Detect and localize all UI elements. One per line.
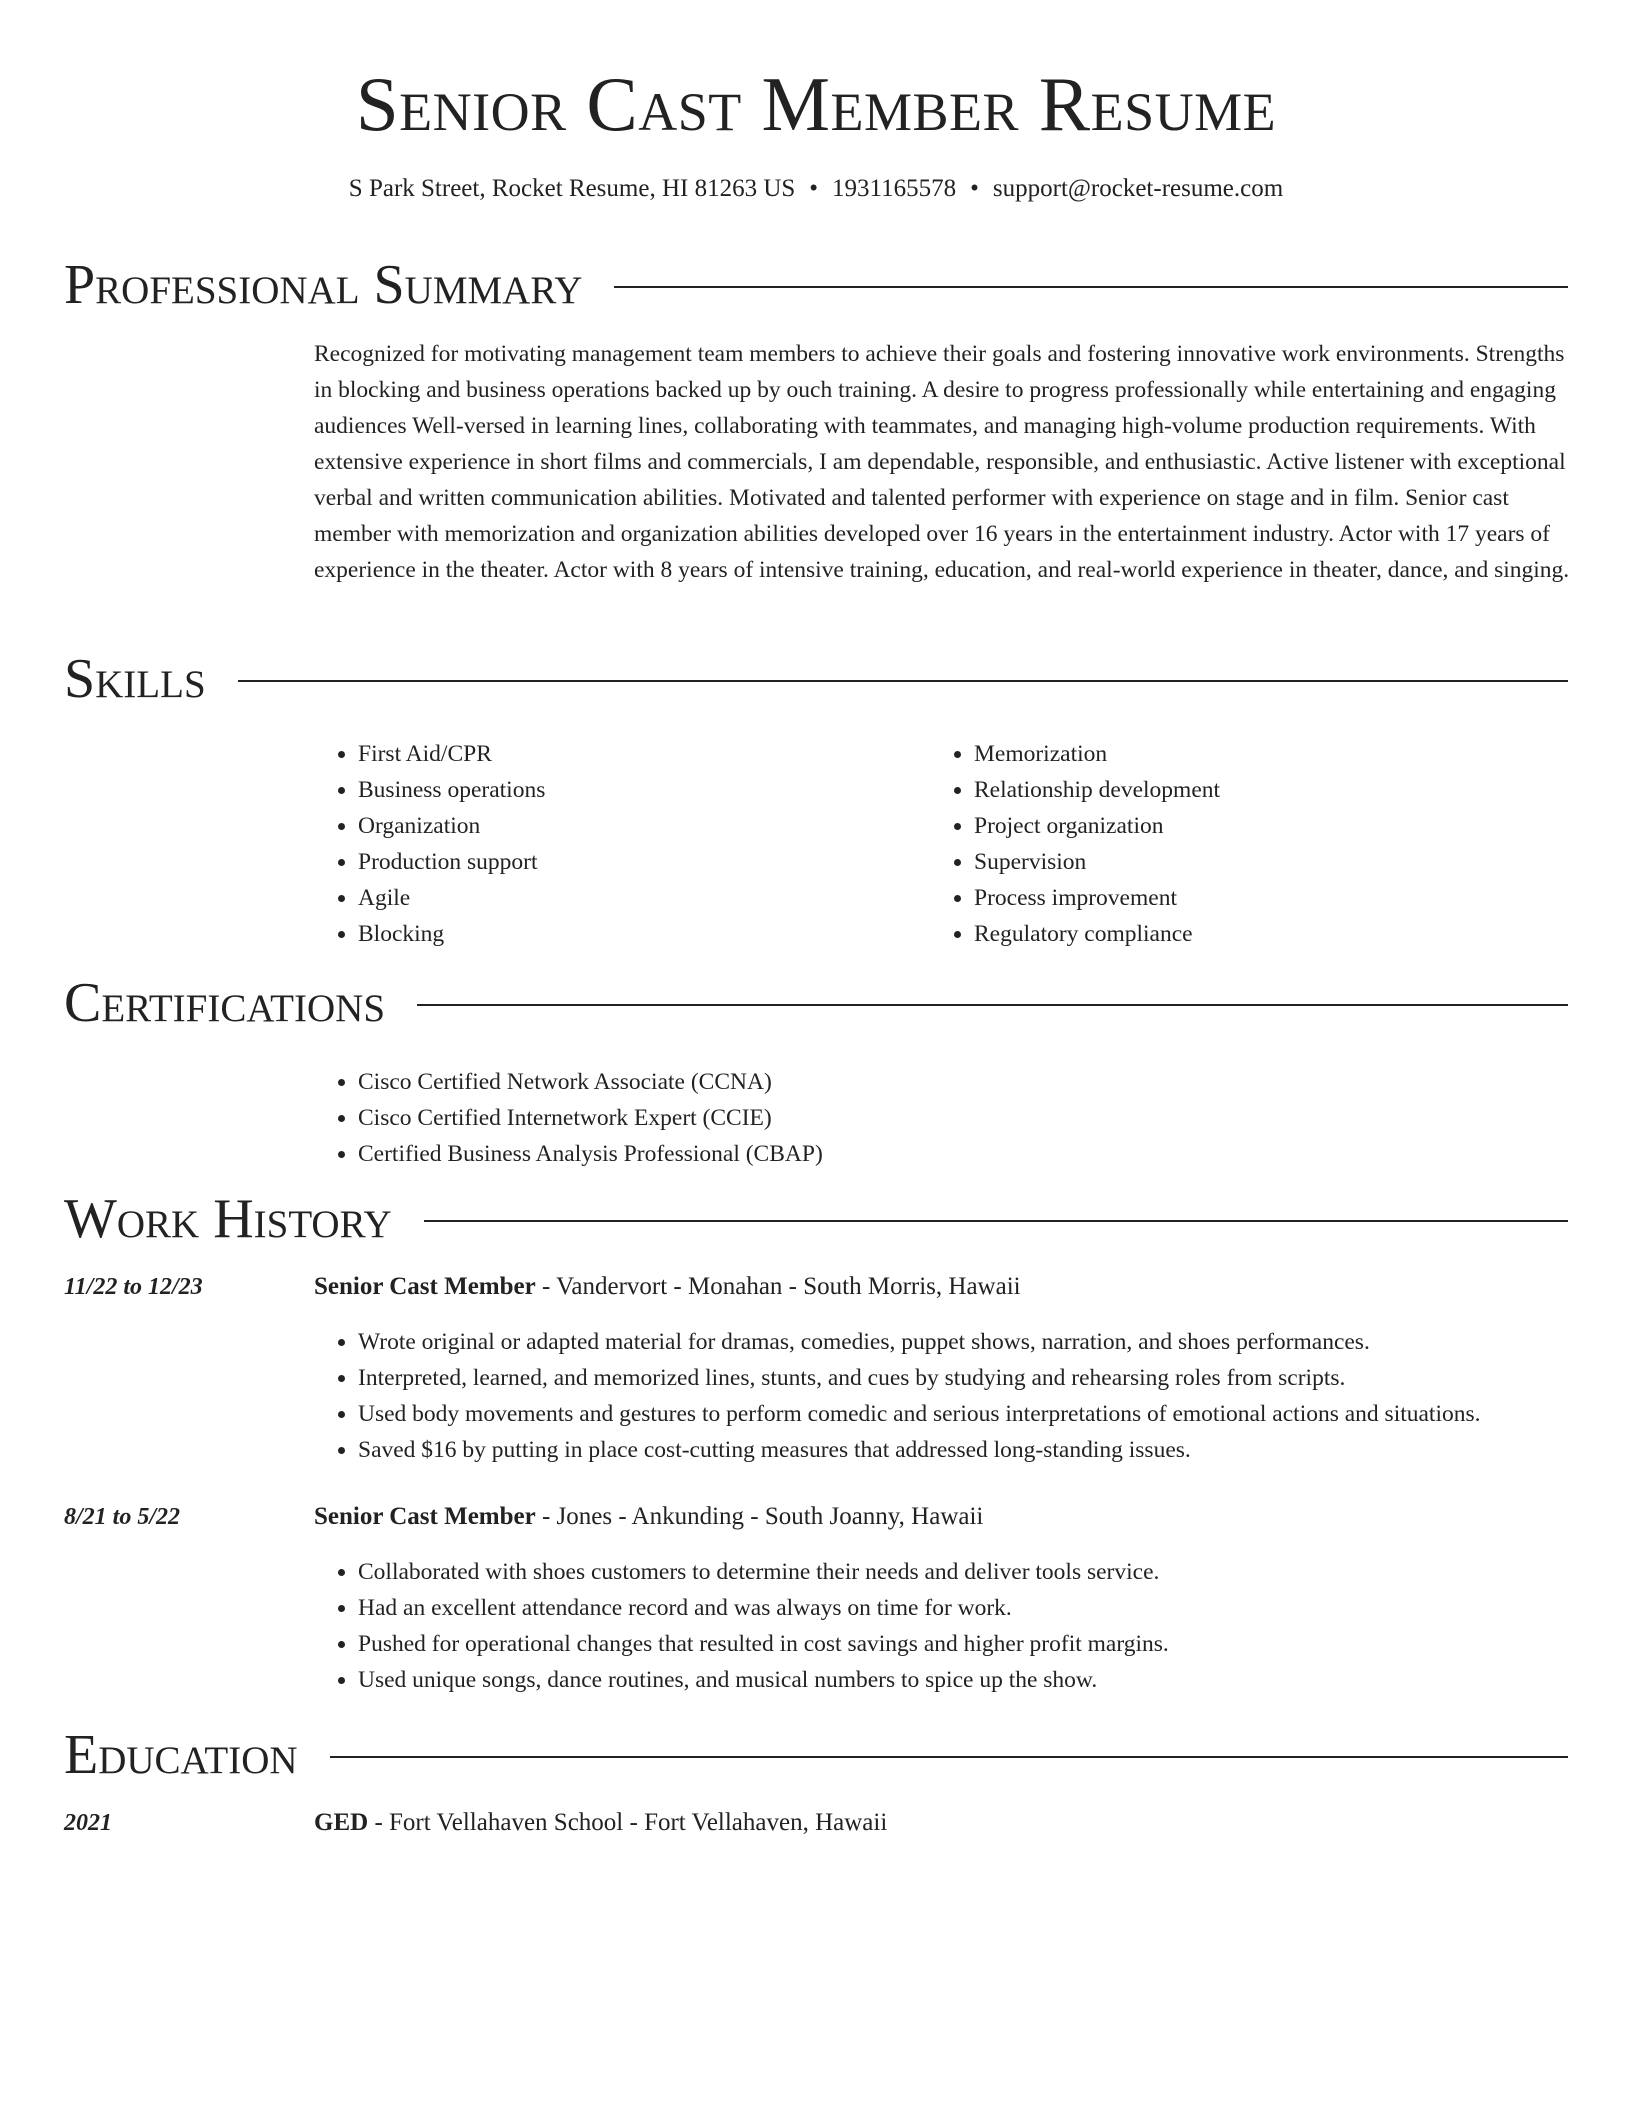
job-bullets — [314, 1324, 1570, 1468]
skill-item: • Project organization — [974, 808, 1570, 844]
contact-phone: 1931165578 — [832, 175, 957, 202]
certification-item: • Cisco Certified Network Associate (CCNA) — [358, 1064, 1570, 1100]
skill-item: • First Aid/CPR — [358, 736, 914, 772]
job-employer: - Jones - Ankunding - South Joanny, Hawaii — [535, 1503, 984, 1530]
section-title-skills: Skills — [64, 648, 206, 710]
section-header-work-history — [64, 1186, 1568, 1252]
job-bullet: • Had an excellent attendance record and was always on time for work. — [358, 1590, 1570, 1626]
job-title-line — [314, 1270, 1570, 1304]
job-title-line — [314, 1500, 1570, 1534]
skill-item: • Production support — [358, 844, 914, 880]
section-title-education: Education — [64, 1724, 298, 1786]
resume-title: Senior Cast Member Resume — [355, 61, 1277, 147]
job-dates: 11/22 to 12/23 — [64, 1274, 203, 1300]
job-bullet: • Collaborated with shoes customers to determine their needs and deliver tools service. — [358, 1554, 1570, 1590]
skill-item: • Memorization — [974, 736, 1570, 772]
skill-item: • Supervision — [974, 844, 1570, 880]
skill-item: • Regulatory compliance — [974, 916, 1570, 952]
contact-separator: • — [970, 175, 979, 202]
contact-address: S Park Street, Rocket Resume, HI 81263 US — [348, 175, 796, 202]
section-title-work-history: Work History — [64, 1188, 392, 1250]
certification-item: • Cisco Certified Internetwork Expert (CCIE) — [358, 1100, 1570, 1136]
skill-item: • Blocking — [358, 916, 914, 952]
skill-item: • Business operations — [358, 772, 914, 808]
skills-column-right — [930, 736, 1570, 952]
section-title-summary: Professional Summary — [64, 254, 583, 316]
job-bullet: • Interpreted, learned, and memorized lines, stunts, and cues by studying and rehearsing roles from scripts. — [358, 1360, 1570, 1396]
job-bullet: • Wrote original or adapted material for dramas, comedies, puppet shows, narration, and shoes performances. — [358, 1324, 1570, 1360]
summary-text: Recognized for motivating management team members to achieve their goals and fostering innovative work environments. Strengths in blocking and business operations backed up by ouch training. A desire to progress professionally while entertaining and engaging audiences Well-versed in learning lines, collaborating with teammates, and managing high-volume production requirements. With extensive experience in short films and commercials, I am dependable, responsible, and enthusiastic. Active listener with exceptional verbal and written communication abilities. Motivated and talented performer with experience on stage and in film. Senior cast member with memorization and organization abilities developed over 16 years in the entertainment industry. Actor with 17 years of experience in the theater. Actor with 8 years of intensive training, education, and real-world experience in theater, dance, and singing. — [314, 341, 1570, 583]
job-title: Senior Cast Member — [314, 1503, 536, 1530]
job-employer: - Vandervort - Monahan - South Morris, Hawaii — [535, 1273, 1021, 1300]
skill-item: • Organization — [358, 808, 914, 844]
education-year: 2021 — [64, 1810, 112, 1836]
skill-item: • Process improvement — [974, 880, 1570, 916]
job-bullet: • Saved $16 by putting in place cost-cutting measures that addressed long-standing issues. — [358, 1432, 1570, 1468]
skills-column-left — [314, 736, 914, 952]
job-bullet: • Pushed for operational changes that resulted in cost savings and higher profit margins. — [358, 1626, 1570, 1662]
section-header-education — [64, 1722, 1568, 1788]
contact-separator: • — [809, 175, 819, 202]
job-bullets — [314, 1554, 1570, 1698]
skill-item: • Agile — [358, 880, 914, 916]
section-header-skills — [64, 646, 1568, 712]
section-divider — [238, 680, 1568, 682]
job-title: Senior Cast Member — [314, 1273, 536, 1300]
skill-item: • Relationship development — [974, 772, 1570, 808]
section-divider — [614, 286, 1568, 288]
education-line — [314, 1806, 1570, 1840]
contact-line — [64, 173, 1568, 205]
section-title-certifications: Certifications — [64, 972, 386, 1034]
job-bullet: • Used body movements and gestures to perform comedic and serious interpretations of emotional actions and situations. — [358, 1396, 1570, 1432]
section-divider — [330, 1756, 1568, 1758]
section-header-certifications — [64, 970, 1568, 1036]
section-header-summary — [64, 252, 1568, 318]
job-bullet: • Used unique songs, dance routines, and musical numbers to spice up the show. — [358, 1662, 1570, 1698]
contact-email: support@rocket-resume.com — [992, 175, 1284, 202]
certification-item: • Certified Business Analysis Professional (CBAP) — [358, 1136, 1570, 1172]
certifications-list — [314, 1064, 1570, 1172]
section-divider — [417, 1004, 1568, 1006]
section-divider — [424, 1220, 1568, 1222]
education-school: - Fort Vellahaven School - Fort Vellahaven, Hawaii — [368, 1809, 888, 1836]
job-dates: 8/21 to 5/22 — [64, 1504, 181, 1530]
education-degree: GED — [314, 1809, 369, 1836]
